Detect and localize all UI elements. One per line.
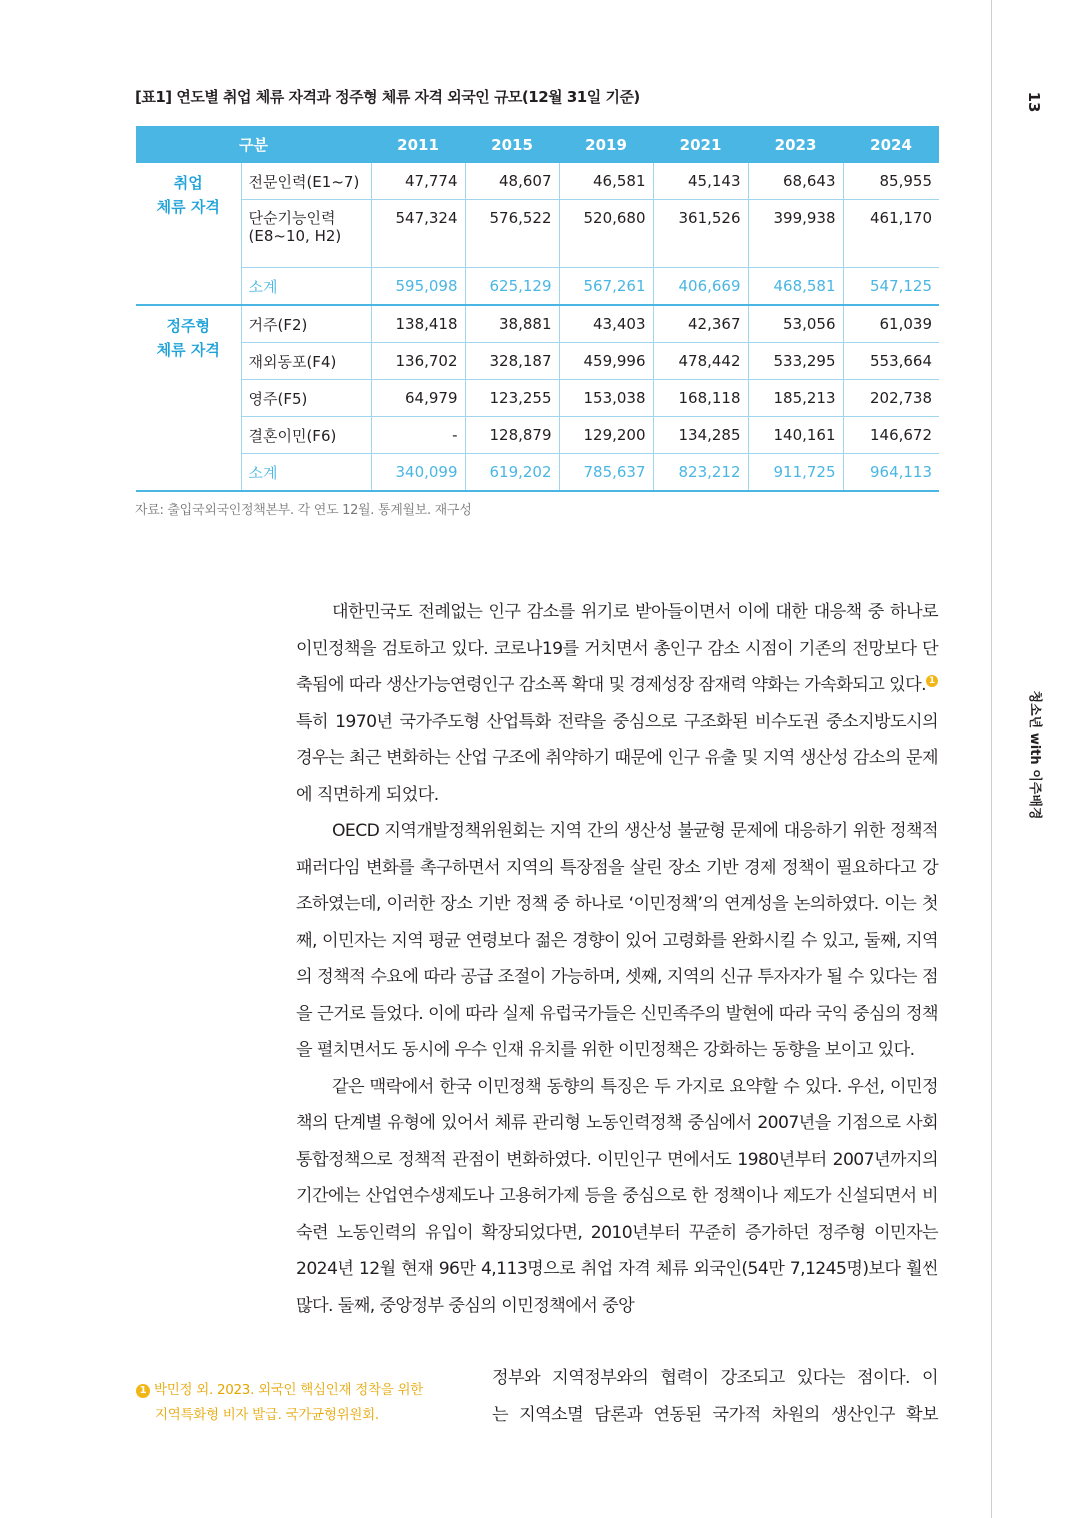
cell-value: 153,038: [559, 380, 653, 417]
cell-value: 140,161: [748, 417, 843, 454]
cell-value: 123,255: [465, 380, 559, 417]
table-header-row: [136, 126, 939, 163]
cell-value: 48,607: [465, 163, 559, 200]
cell-value: 134,285: [653, 417, 748, 454]
table-row: [136, 417, 939, 454]
footnote-ref[interactable]: 1: [926, 675, 938, 687]
subtotal-value: 619,202: [465, 454, 559, 492]
paragraph-continuation: [492, 1360, 938, 1433]
row-label: 재외동포(F4): [241, 343, 371, 380]
header-year: 2015: [465, 126, 559, 163]
row-label: 영주(F5): [241, 380, 371, 417]
cell-value: 399,938: [748, 200, 843, 268]
cell-value: 53,056: [748, 305, 843, 343]
header-year: 2023: [748, 126, 843, 163]
subtotal-label: 소계: [241, 454, 371, 492]
cell-value: 43,403: [559, 305, 653, 343]
group-label-text: 취업 체류 자격: [156, 174, 220, 216]
subtotal-row: [136, 454, 939, 492]
header-year: 2021: [653, 126, 748, 163]
cell-value: 459,996: [559, 343, 653, 380]
subtotal-label: 소계: [241, 268, 371, 306]
header-category: 구분: [136, 126, 371, 163]
cell-value: 47,774: [371, 163, 465, 200]
cell-value: 478,442: [653, 343, 748, 380]
page-number: 13: [1025, 91, 1043, 113]
cell-value: 45,143: [653, 163, 748, 200]
cell-value: 138,418: [371, 305, 465, 343]
footnote: [136, 1378, 466, 1428]
subtotal-value: 625,129: [465, 268, 559, 306]
paragraph-text: 대한민국도 전례없는 인구 감소를 위기로 받아들이면서 이에 대한 대응책 중 하나로 이민정책을 검토하고 있다. 코로나19를 거치면서 총인구 감소 시점이 기존의 전망보다 단축됨에 따라 생산가능연령인구 감소폭 확대 및 경제성장 잠재력 약화는 가속화되고 있다.: [296, 602, 938, 695]
paragraph: OECD 지역개발정책위원회는 지역 간의 생산성 불균형 문제에 대응하기 위한 정책적 패러다임 변화를 촉구하면서 지역의 특장점을 살린 장소 기반 경제 정책이 필요하다고 강조하였는데, 이러한 장소 기반 정책 중 하나로 ‘이민정책’의 연계성을 논의하였다. 이는 첫째, 이민자는 지역 평균 연령보다 젊은 경향이 있어 고령화를 완화시킬 수 있고, 둘째, 지역의 정책적 수요에 따라 공급 조절이 가능하며, 셋째, 지역의 신규 투자자가 될 수 있다는 점을 근거로 들었다. 이에 따라 실제 유럽국가들은 신민족주의 발현에 따라 국익 중심의 정책을 펼치면서도 동시에 우수 인재 유치를 위한 이민정책은 강화하는 동향을 보이고 있다.: [296, 821, 938, 1060]
paragraph: [296, 594, 938, 813]
cell-value: 520,680: [559, 200, 653, 268]
header-year: 2019: [559, 126, 653, 163]
cell-value: 328,187: [465, 343, 559, 380]
subtotal-row: [136, 268, 939, 306]
table-row: [136, 305, 939, 343]
footnote-text: 박민정 외. 2023. 외국인 핵심인재 정착을 위한: [154, 1382, 423, 1398]
cell-value: 68,643: [748, 163, 843, 200]
subtotal-value: 340,099: [371, 454, 465, 492]
cell-value: 136,702: [371, 343, 465, 380]
subtotal-value: 567,261: [559, 268, 653, 306]
cell-value: 46,581: [559, 163, 653, 200]
cell-value: 533,295: [748, 343, 843, 380]
row-label: 거주(F2): [241, 305, 371, 343]
table-row: [136, 343, 939, 380]
cell-value: 146,672: [843, 417, 939, 454]
text-line: 는 지역소멸 담론과 연동된 국가적 차원의 생산인구 확보: [492, 1404, 938, 1425]
table-caption: [표1] 연도별 취업 체류 자격과 정주형 체류 자격 외국인 규모(12월 31일 기준): [135, 88, 640, 106]
subtotal-value: 547,125: [843, 268, 939, 306]
row-label: 단순기능인력 (E8~10, H2): [241, 200, 371, 268]
subtotal-value: 595,098: [371, 268, 465, 306]
table-row: [136, 380, 939, 417]
group-label: [136, 305, 241, 491]
subtotal-value: 823,212: [653, 454, 748, 492]
cell-value: 61,039: [843, 305, 939, 343]
table-row: [136, 200, 939, 268]
cell-value: 576,522: [465, 200, 559, 268]
subtotal-value: 911,725: [748, 454, 843, 492]
cell-value: 547,324: [371, 200, 465, 268]
row-label: 결혼이민(F6): [241, 417, 371, 454]
footnote-number: 1: [136, 1384, 150, 1398]
subtotal-value: 785,637: [559, 454, 653, 492]
header-year: 2011: [371, 126, 465, 163]
footnote-text: 지역특화형 비자 발급. 국가균형위원회.: [155, 1407, 379, 1423]
table-source: 자료: 출입국외국인정책본부. 각 연도 12월. 통계월보. 재구성: [135, 503, 472, 518]
cell-value: 461,170: [843, 200, 939, 268]
header-year: 2024: [843, 126, 939, 163]
cell-value: 42,367: [653, 305, 748, 343]
running-title: 청소년 with 이주배경: [1027, 690, 1042, 820]
cell-value: 202,738: [843, 380, 939, 417]
body-text: [296, 594, 938, 1324]
paragraph: 같은 맥락에서 한국 이민정책 동향의 특징은 두 가지로 요약할 수 있다. 우선, 이민정책의 단계별 유형에 있어서 체류 관리형 노동인력정책 중심에서 2007년을 기점으로 사회통합정책으로 정책적 관점이 변화하였다. 이민인구 면에서도 1980년부터 2007년까지의 기간에는 산업연수생제도나 고용허가제 등을 중심으로 한 정책이나 제도가 신설되면서 비숙련 노동인력의 유입이 확장되었다면, 2010년부터 꾸준히 증가하던 정주형 이민자는 2024년 12월 현재 96만 4,113명으로 취업 자격 체류 외국인(54만 7,1245명)보다 훨씬 많다. 둘째, 중앙정부 중심의 이민정책에서 중앙: [296, 1076, 938, 1316]
cell-value: 85,955: [843, 163, 939, 200]
cell-value: 38,881: [465, 305, 559, 343]
page-divider: [991, 0, 992, 1518]
row-label: 전문인력(E1~7): [241, 163, 371, 200]
subtotal-value: 964,113: [843, 454, 939, 492]
cell-value: -: [371, 417, 465, 454]
group-label: [136, 163, 241, 305]
text-line: 정부와 지역정부와의 협력이 강조되고 있다는 점이다. 이: [492, 1368, 938, 1388]
cell-value: 185,213: [748, 380, 843, 417]
cell-value: 168,118: [653, 380, 748, 417]
residence-status-table: [136, 126, 939, 492]
cell-value: 129,200: [559, 417, 653, 454]
group-label-text: 정주형 체류 자격: [156, 317, 220, 359]
subtotal-value: 468,581: [748, 268, 843, 306]
cell-value: 128,879: [465, 417, 559, 454]
subtotal-value: 406,669: [653, 268, 748, 306]
cell-value: 361,526: [653, 200, 748, 268]
cell-value: 553,664: [843, 343, 939, 380]
cell-value: 64,979: [371, 380, 465, 417]
table-row: [136, 163, 939, 200]
paragraph-text: 특히 1970년 국가주도형 산업특화 전략을 중심으로 구조화된 비수도권 중소지방도시의 경우는 최근 변화하는 산업 구조에 취약하기 때문에 인구 유출 및 지역 생산성 감소의 문제에 직면하게 되었다.: [296, 711, 938, 805]
